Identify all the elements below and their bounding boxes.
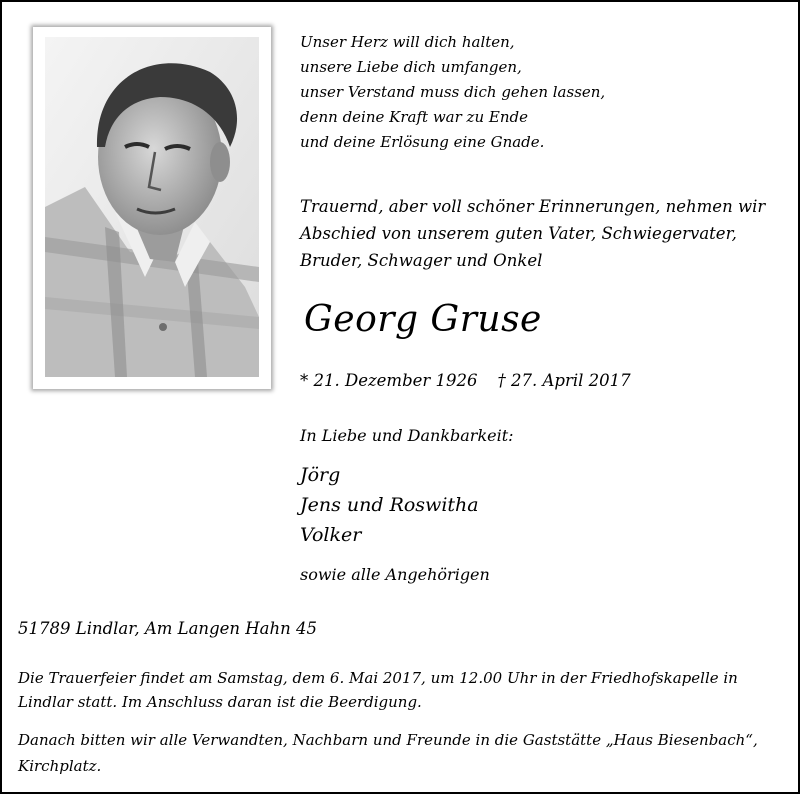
poem-line: Unser Herz will dich halten, bbox=[300, 33, 515, 51]
poem-line: denn deine Kraft war zu Ende bbox=[300, 108, 528, 126]
mourner-name: Volker bbox=[300, 524, 362, 546]
poem bbox=[300, 30, 605, 155]
announcement-line: Bruder, Schwager und Onkel bbox=[300, 251, 543, 270]
reception-info: Danach bitten wir alle Verwandten, Nachbarn und Freunde in die Gaststätte „Haus Biesenbach“, Kirchplatz. bbox=[18, 731, 758, 775]
death-date: † 27. April 2017 bbox=[497, 371, 631, 390]
deceased-name: Georg Gruse bbox=[304, 299, 542, 340]
announcement-line: Trauernd, aber voll schöner Erinnerungen, nehmen wir bbox=[300, 197, 766, 216]
portrait-photo bbox=[45, 37, 259, 377]
poem-line: und deine Erlösung eine Gnade. bbox=[300, 133, 545, 151]
family-address: 51789 Lindlar, Am Langen Hahn 45 bbox=[18, 619, 317, 638]
portrait-photo-frame bbox=[33, 27, 271, 389]
mourner-name: Jörg bbox=[300, 464, 341, 486]
mourner-name: Jens und Roswitha bbox=[300, 494, 479, 516]
mourners-list bbox=[300, 460, 479, 550]
other-relatives: sowie alle Angehörigen bbox=[300, 565, 490, 584]
funeral-service-info: Die Trauerfeier findet am Samstag, dem 6. Mai 2017, um 12.00 Uhr in der Friedhofskapelle in Lindlar statt. Im Anschluss daran ist die Beerdigung. bbox=[18, 669, 738, 711]
announcement-text bbox=[300, 193, 765, 274]
mourners-intro: In Liebe und Dankbarkeit: bbox=[300, 426, 514, 445]
poem-line: unser Verstand muss dich gehen lassen, bbox=[300, 83, 606, 101]
announcement-line: Abschied von unserem guten Vater, Schwiegervater, bbox=[300, 224, 737, 243]
poem-line: unsere Liebe dich umfangen, bbox=[300, 58, 522, 76]
birth-date: * 21. Dezember 1926 bbox=[300, 371, 478, 390]
life-dates bbox=[300, 368, 631, 394]
